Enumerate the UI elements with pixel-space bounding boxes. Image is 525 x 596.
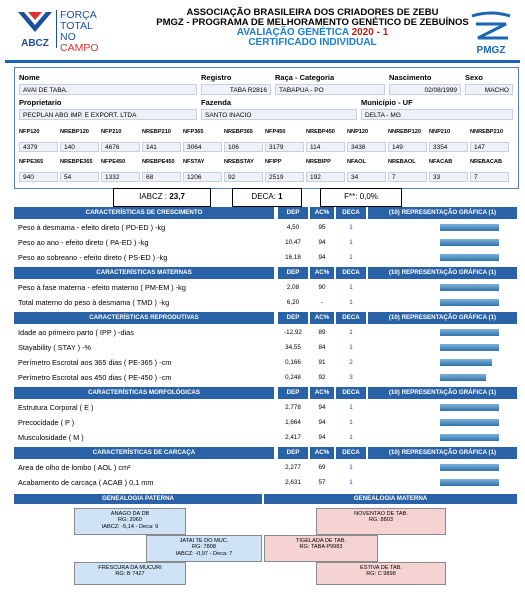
trait-label: Acabamento de carcaça ( ACAB ) 0,1 mm (18, 478, 154, 487)
count-value: 140 (60, 142, 99, 152)
count-label: NREBPE365 (60, 159, 93, 165)
dep-column-header: DEP (278, 207, 308, 219)
maternal-granddam-reg: RG: C 9898 (366, 571, 396, 578)
proprietario-value: PECPLAN ABG IMP. E EXPORT. LTDA (19, 109, 197, 120)
section-header: CARACTERÍSTICAS MORFOLÓGICAS (14, 387, 274, 399)
fazenda-label: Fazenda (201, 98, 232, 107)
program-title: PMGZ - PROGRAMA DE MELHORAMENTO GENÉTICO DE ZEBUÍNOS (156, 17, 469, 28)
count-label: NNREBP120 (388, 129, 421, 135)
accuracy-value: 94 (318, 434, 326, 441)
abcz-logo-text: ABCZ (21, 38, 49, 49)
trait-label: Peso ao sobreano - efeito direto ( PS-ED ) -kg (18, 253, 168, 262)
dep-column-header: DEP (278, 447, 308, 459)
inbreeding-box (320, 188, 402, 207)
count-value: 3354 (429, 142, 468, 152)
count-value: 33 (429, 172, 468, 182)
graph-column-header: (10) REPRESENTAÇÃO GRÁFICA (1) (368, 387, 517, 399)
count-value: 68 (142, 172, 181, 182)
nome-value: AVAI DE TABA. (19, 84, 197, 95)
graph-bar (440, 329, 499, 336)
count-value: 2519 (265, 172, 304, 182)
count-value: 4379 (19, 142, 58, 152)
sexo-value: MACHO (465, 84, 513, 95)
trait-label: Musculosidade ( M ) (18, 433, 84, 442)
paternal-granddam-box (74, 562, 186, 585)
count-label: NFSTAY (183, 159, 205, 165)
deca-value: 1 (278, 192, 283, 201)
count-label: NNP210 (429, 129, 451, 135)
trait-label: Perímetro Escrotal aos 365 dias ( PE-365 ) -cm (18, 358, 172, 367)
accuracy-value: 57 (318, 479, 326, 486)
count-label: NFP365 (183, 129, 204, 135)
pmgz-logo (466, 8, 516, 56)
dep-value: 10,47 (285, 239, 301, 246)
dep-value: 2,631 (285, 479, 301, 486)
trait-label: Stayability ( STAY ) -% (18, 343, 91, 352)
count-value: 114 (306, 142, 345, 152)
accuracy-value: 84 (318, 344, 326, 351)
abcz-logo (14, 10, 56, 50)
tagline-line-2: TOTAL NO (60, 20, 93, 43)
count-label: NFP450 (265, 129, 286, 135)
count-label: NFIPP (265, 159, 282, 165)
nome-label: Nome (19, 73, 40, 82)
deca-value: 2 (349, 359, 353, 366)
count-label: NFPE365 (19, 159, 44, 165)
graph-bar (440, 374, 486, 381)
iabcz-label: IABCZ : (139, 192, 168, 201)
graph-bar (440, 344, 499, 351)
maternal-granddam-name: ESTIVA DE TAB. (360, 565, 402, 571)
deca-value: 1 (349, 479, 353, 486)
section-header: CARACTERÍSTICAS DE CARCAÇA (14, 447, 274, 459)
dam-reg: RG: TABA P9983 (299, 544, 343, 551)
count-value: 147 (470, 142, 509, 152)
deca-value: 1 (349, 254, 353, 261)
sire-reg: RG: 7808 (192, 544, 216, 551)
deca-column-header: DECA (336, 387, 366, 399)
acc-column-header: AC% (310, 447, 334, 459)
dep-value: 0,166 (285, 359, 301, 366)
evaluation-year: 2020 - 1 (351, 27, 389, 38)
trait-label: Peso ao ano - efeito direto ( PA-ED ) -kg (18, 238, 149, 247)
sexo-label: Sexo (465, 73, 483, 82)
count-value: 1206 (183, 172, 222, 182)
section-header: CARACTERÍSTICAS DE CRESCIMENTO (14, 207, 274, 219)
deca-value: 1 (349, 284, 353, 291)
count-label: NREBPE450 (142, 159, 175, 165)
dep-value: 2,417 (285, 434, 301, 441)
proprietario-label: Proprietario (19, 98, 62, 107)
org-title: ASSOCIAÇÃO BRASILEIRA DOS CRIADORES DE ZEBU (186, 7, 439, 18)
deca-value: 1 (349, 419, 353, 426)
acc-column-header: AC% (310, 207, 334, 219)
trait-label: Idade ao primeiro parto ( IPP ) -dias (18, 328, 134, 337)
maternal-genealogy-header: GENEALOGIA MATERNA (264, 494, 517, 504)
dep-value: 1,664 (285, 419, 301, 426)
deca-value: 1 (349, 464, 353, 471)
graph-bar (440, 359, 492, 366)
graph-bar (440, 284, 499, 291)
paternal-grandsire-reg: RG: 2060 (118, 517, 142, 524)
deca-column-header: DECA (336, 267, 366, 279)
count-value: 7 (470, 172, 509, 182)
maternal-granddam-box (316, 562, 446, 585)
count-value: 54 (60, 172, 99, 182)
dep-value: -12,92 (284, 329, 302, 336)
count-value: 7 (388, 172, 427, 182)
dep-value: 34,55 (285, 344, 301, 351)
count-label: NREBP365 (224, 129, 253, 135)
graph-bar (440, 254, 499, 261)
accuracy-value: 95 (318, 224, 326, 231)
section-header: CARACTERÍSTICAS MATERNAS (14, 267, 274, 279)
count-value: 92 (224, 172, 263, 182)
count-label: NREBP120 (60, 129, 89, 135)
deca-value: 1 (349, 224, 353, 231)
count-value: 940 (19, 172, 58, 182)
sire-index: IABCZ: -0,97 - Deca: 7 (175, 550, 233, 557)
graph-column-header: (10) REPRESENTAÇÃO GRÁFICA (1) (368, 447, 517, 459)
graph-bar (440, 224, 499, 231)
accuracy-value: 94 (318, 419, 326, 426)
count-label: NREBSTAY (224, 159, 254, 165)
paternal-granddam-name: FRESCURA DA MUCURI (98, 565, 162, 571)
header-rule (5, 60, 520, 63)
dam-name: TIGELADA DE TAB. (295, 538, 347, 544)
graph-column-header: (10) REPRESENTAÇÃO GRÁFICA (1) (368, 207, 517, 219)
maternal-grandsire-name: NOVENTAO DE TAB. (354, 511, 408, 517)
count-value: 149 (388, 142, 427, 152)
graph-bar (440, 299, 499, 306)
count-label: NFACAB (429, 159, 453, 165)
pmgz-logo-text: PMGZ (476, 45, 506, 56)
graph-bar (440, 434, 499, 441)
dep-value: 2,277 (285, 464, 301, 471)
registro-value: TABA R2816 (201, 84, 271, 95)
count-label: NREBACAB (470, 159, 503, 165)
dep-column-header: DEP (278, 312, 308, 324)
logo-tagline (60, 10, 110, 54)
nascimento-value: 02/08/1999 (389, 84, 461, 95)
graph-bar (440, 464, 499, 471)
certificate-title: CERTIFICADO INDIVIDUAL (248, 37, 377, 48)
trait-label: Peso à desmama - efeito direto ( PD-ED ) -kg (18, 223, 166, 232)
accuracy-value: 91 (318, 359, 326, 366)
evaluation-label: AVALIAÇÃO GENÉTICA (236, 27, 349, 38)
graph-column-header: (10) REPRESENTAÇÃO GRÁFICA (1) (368, 312, 517, 324)
count-value: 4676 (101, 142, 140, 152)
dep-column-header: DEP (278, 387, 308, 399)
deca-box (232, 188, 302, 207)
count-label: NNREBP210 (470, 129, 503, 135)
count-label: NFP120 (19, 129, 40, 135)
deca-column-header: DECA (336, 447, 366, 459)
paternal-grandsire-index: IABCZ: -5,14 - Deca: 9 (101, 523, 159, 530)
count-label: NNP120 (347, 129, 369, 135)
municipio-label: Município - UF (361, 98, 413, 107)
graph-bar (440, 404, 499, 411)
acc-column-header: AC% (310, 267, 334, 279)
count-value: 192 (306, 172, 345, 182)
dep-value: 4,50 (286, 224, 300, 231)
count-label: NREBIPP (306, 159, 331, 165)
dam-box (264, 535, 378, 562)
deca-value: 3 (349, 374, 353, 381)
dep-value: 0,248 (285, 374, 301, 381)
animal-info-box (14, 67, 519, 189)
accuracy-value: 69 (318, 464, 326, 471)
paternal-granddam-reg: RG: B 7427 (115, 571, 145, 578)
maternal-grandsire-box (316, 508, 446, 535)
count-value: 1332 (101, 172, 140, 182)
accuracy-value: 94 (318, 239, 326, 246)
section-header: CARACTERÍSTICAS REPRODUTIVAS (14, 312, 274, 324)
inbreeding-label: F**: (344, 192, 358, 201)
count-value: 141 (142, 142, 181, 152)
count-label: NFPE450 (101, 159, 126, 165)
trait-label: Total materno do peso à desmama ( TMD ) -kg (18, 298, 170, 307)
graph-bar (440, 419, 499, 426)
tagline-line-1: FORÇA (60, 9, 97, 21)
dep-value: 16,18 (285, 254, 301, 261)
count-value: 3179 (265, 142, 304, 152)
graph-bar (440, 479, 499, 486)
logo-divider (56, 10, 57, 48)
dep-value: 6,20 (286, 299, 300, 306)
count-label: NFAOL (347, 159, 366, 165)
sire-name: JATAI TE DO MUC. (179, 538, 229, 544)
trait-label: Area de olho de lombo ( AOL ) cm² (18, 463, 131, 472)
registro-label: Registro (201, 73, 232, 82)
count-value: 3064 (183, 142, 222, 152)
accuracy-value: - (320, 299, 324, 306)
tagline-line-3: CAMPO (60, 42, 99, 54)
graph-column-header: (10) REPRESENTAÇÃO GRÁFICA (1) (368, 267, 517, 279)
trait-label: Peso à fase materna - efeito materno ( PM-EM ) -kg (18, 283, 186, 292)
trait-label: Perímetro Escrotal aos 450 dias ( PE-450 ) -cm (18, 373, 172, 382)
count-value: 34 (347, 172, 386, 182)
count-value: 106 (224, 142, 263, 152)
accuracy-value: 89 (318, 329, 326, 336)
fazenda-value: SANTO INACIO (201, 109, 357, 120)
graph-bar (440, 239, 499, 246)
acc-column-header: AC% (310, 387, 334, 399)
deca-column-header: DECA (336, 207, 366, 219)
deca-value: 1 (349, 434, 353, 441)
accuracy-value: 90 (318, 284, 326, 291)
maternal-grandsire-reg: RG: 8803 (369, 517, 393, 524)
raca-value: TABAPUA - PO (275, 84, 385, 95)
deca-column-header: DECA (336, 312, 366, 324)
dep-column-header: DEP (278, 267, 308, 279)
deca-value: 1 (349, 344, 353, 351)
paternal-genealogy-header: GENEALOGIA PATERNA (14, 494, 262, 504)
trait-label: Precocidade ( P ) (18, 418, 75, 427)
count-value: 3438 (347, 142, 386, 152)
iabcz-value: 23,7 (169, 192, 185, 201)
accuracy-value: 92 (318, 374, 326, 381)
iabcz-box (113, 188, 211, 207)
nascimento-label: Nascimento (389, 73, 432, 82)
deca-value: 1 (349, 299, 353, 306)
count-label: NREBAOL (388, 159, 416, 165)
count-label: NREBP450 (306, 129, 335, 135)
trait-label: Estrutura Corporal ( E ) (18, 403, 94, 412)
count-label: NREBP210 (142, 129, 171, 135)
deca-value: 1 (349, 239, 353, 246)
deca-label: DECA: (251, 192, 276, 201)
acc-column-header: AC% (310, 312, 334, 324)
sire-box (146, 535, 262, 562)
inbreeding-value: 0,0% (359, 192, 378, 201)
accuracy-value: 94 (318, 254, 326, 261)
paternal-grandsire-name: ANAGO DA DB (110, 511, 150, 517)
raca-label: Raça - Categoria (275, 73, 335, 82)
count-label: NFP210 (101, 129, 122, 135)
dep-value: 2,778 (285, 404, 301, 411)
accuracy-value: 94 (318, 404, 326, 411)
deca-value: 1 (349, 404, 353, 411)
paternal-grandsire-box (74, 508, 186, 535)
dep-value: 2,08 (286, 284, 300, 291)
municipio-value: DELTA - MG (361, 109, 513, 120)
deca-value: 1 (349, 329, 353, 336)
